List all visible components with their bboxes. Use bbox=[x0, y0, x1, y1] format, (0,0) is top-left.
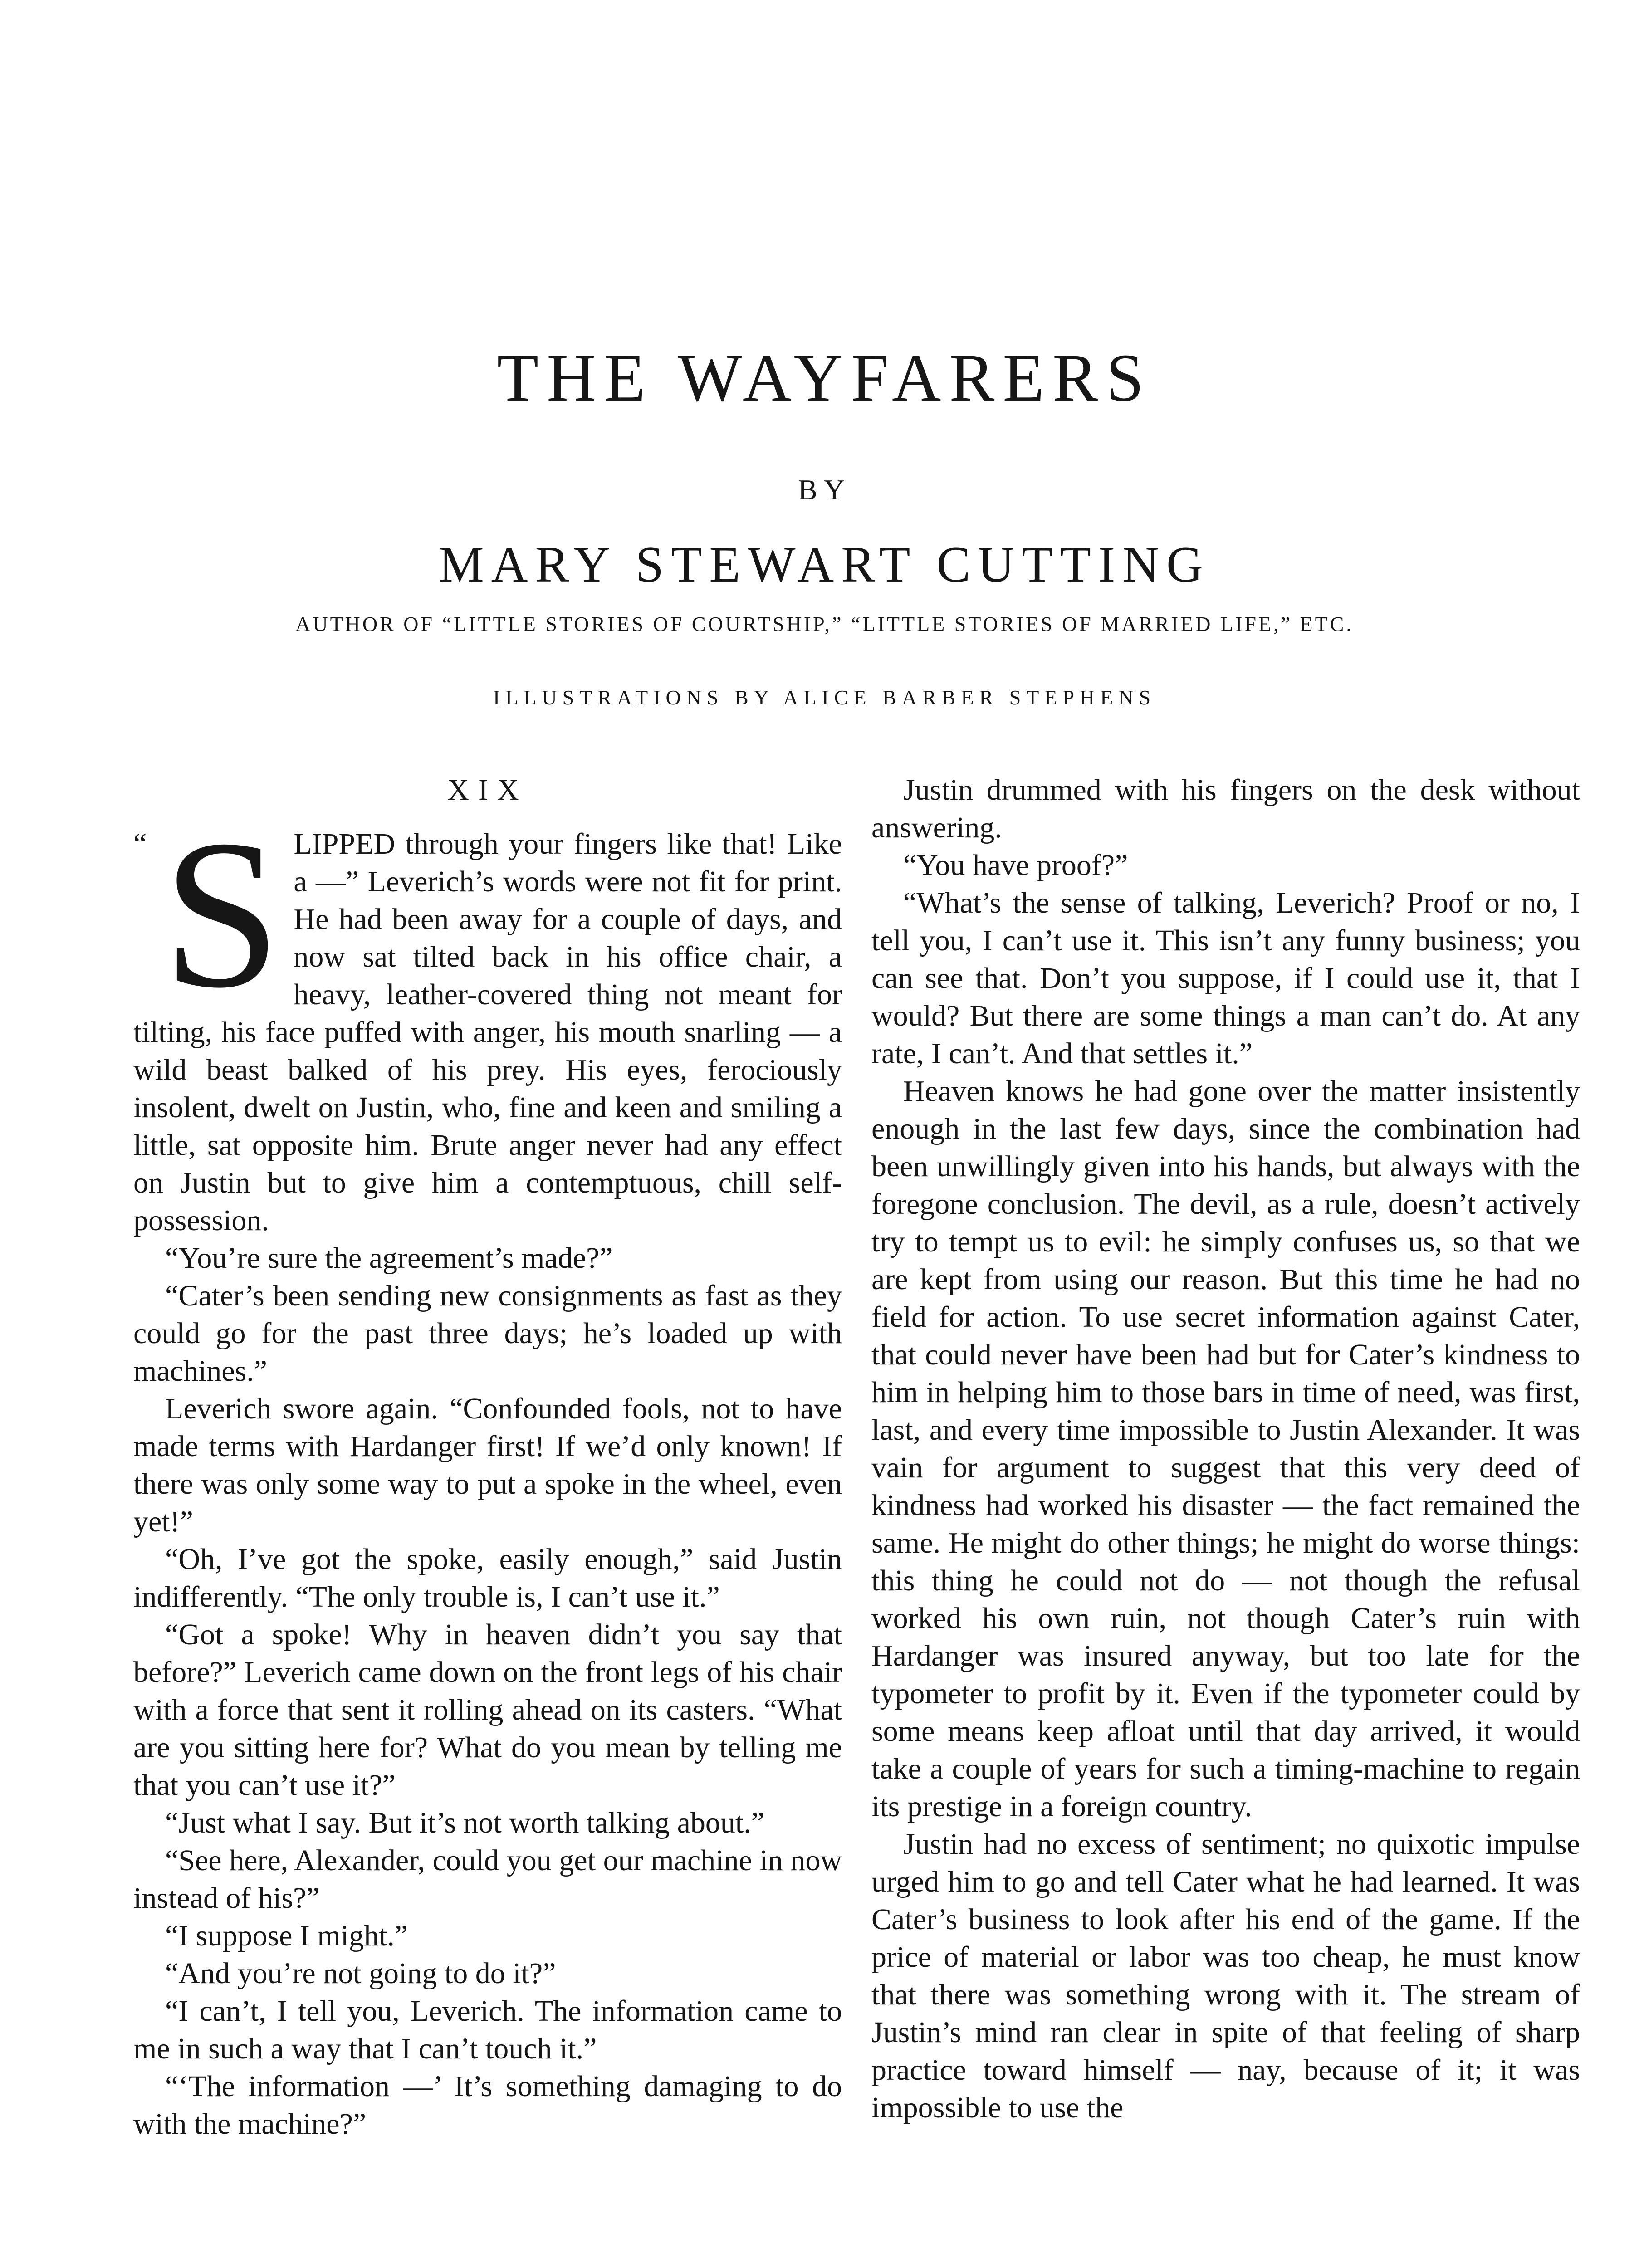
paragraph: Leverich swore again. “Confounded fools, not to have made terms with Hardanger first! If we’d only known! If there was only some way to put a spoke in the wheel, even yet!” bbox=[133, 1392, 842, 1538]
paragraph: “What’s the sense of talking, Leverich? Proof or no, I tell you, I can’t use it. This isn’t any funny business; you can see that. Don’t you suppose, if I could use it, that I would? But there are some things a man can’t do. At any rate, I can’t. And that settles it.” bbox=[871, 886, 1580, 1070]
drop-cap-letter: S bbox=[162, 796, 281, 1032]
author-name: MARY STEWART CUTTING bbox=[439, 537, 1210, 593]
paragraph: “I can’t, I tell you, Leverich. The information came to me in such a way that I can’t touch it.” bbox=[133, 1994, 842, 2065]
paragraph: “I suppose I might.” bbox=[165, 1919, 408, 1952]
paragraph: “You have proof?” bbox=[903, 849, 1128, 882]
paragraph: “Just what I say. But it’s not worth talking about.” bbox=[165, 1806, 765, 1839]
paragraph: “Got a spoke! Why in heaven didn’t you say that before?” Leverich came down on the front legs of his chair with a force that sent it rolling ahead on its casters. “What are you sitting here for? What do you mean by telling me that you can’t use it?” bbox=[133, 1618, 842, 1802]
chapter-number: XIX bbox=[447, 773, 528, 807]
left-column bbox=[133, 771, 842, 2143]
author-credits: AUTHOR OF “LITTLE STORIES OF COURTSHIP,” “LITTLE STORIES OF MARRIED LIFE,” ETC. bbox=[295, 612, 1354, 635]
paragraph: “And you’re not going to do it?” bbox=[165, 1957, 556, 1990]
paragraph: Heaven knows he had gone over the matter insistently enough in the last few days, since the combination had been unwillingly given into his hands, but always with the foregone conclusion. The devil, as a rule, doesn’t actively try to tempt us to evil: he simply confuses us, so that we are kept from using our reason. But this time he had no field for action. To use secret information against Cater, that could never have been had but for Cater’s kindness to him in helping him to those bars in time of need, was first, last, and every time impossible to Justin Alexander. It was vain for argument to suggest that this very deed of kindness had worked his disaster — the fact remained the same. He might do other things; he might do worse things: this thing he could not do — not though the refusal worked his own ruin, not though Cater’s ruin with Hardanger was insured anyway, but too late for the typometer to profit by it. Even if the typometer could by some means keep afloat until that day arrived, it would take a couple of years for such a timing-machine to regain its prestige in a foreign country. bbox=[871, 1075, 1580, 1823]
paragraph: Justin had no excess of sentiment; no quixotic impulse urged him to go and tell Cater what he had learned. It was Cater’s business to look after his end of the game. If the price of material or labor was too cheap, he must know that there was something wrong with it. The stream of Justin’s mind ran clear in spite of that feeling of sharp practice toward himself — nay, because of it; it was impossible to use the bbox=[871, 1828, 1580, 2124]
byline-by: BY bbox=[798, 474, 851, 506]
right-column bbox=[871, 771, 1580, 2126]
illustration-credit: ILLUSTRATIONS BY ALICE BARBER STEPHENS bbox=[493, 686, 1156, 709]
article-title: THE WAYFARERS bbox=[497, 340, 1152, 415]
paragraph: “Oh, I’ve got the spoke, easily enough,” said Justin indifferently. “The only trouble is, I can’t use it.” bbox=[133, 1543, 842, 1613]
paragraph: “Cater’s been sending new consignments as fast as they could go for the past three days; he’s loaded up with machines.” bbox=[133, 1279, 842, 1388]
opening-quote-mark: “ bbox=[133, 827, 147, 860]
opening-text: LIPPED through your fingers like that! Like a —” Leverich’s words were not fit for print. He had been away for a couple of days, and now sat tilted back in his office chair, a heavy, leather-covered thing not meant for tilting, his face puffed with anger, his mouth snarling — a wild beast balked of his prey. His eyes, ferociously insolent, dwelt on Justin, who, fine and keen and smiling a little, sat opposite him. Brute anger never had any effect on Justin but to give him a contemptuous, chill self-possession. bbox=[133, 827, 842, 1237]
paragraph: “‘The information —’ It’s something damaging to do with the machine?” bbox=[133, 2070, 842, 2141]
paragraph: Justin drummed with his fingers on the desk without answering. bbox=[871, 773, 1580, 844]
opening-paragraph bbox=[133, 796, 842, 1239]
paragraph: “You’re sure the agreement’s made?” bbox=[165, 1242, 613, 1275]
paragraph: “See here, Alexander, could you get our machine in now instead of his?” bbox=[133, 1844, 842, 1915]
